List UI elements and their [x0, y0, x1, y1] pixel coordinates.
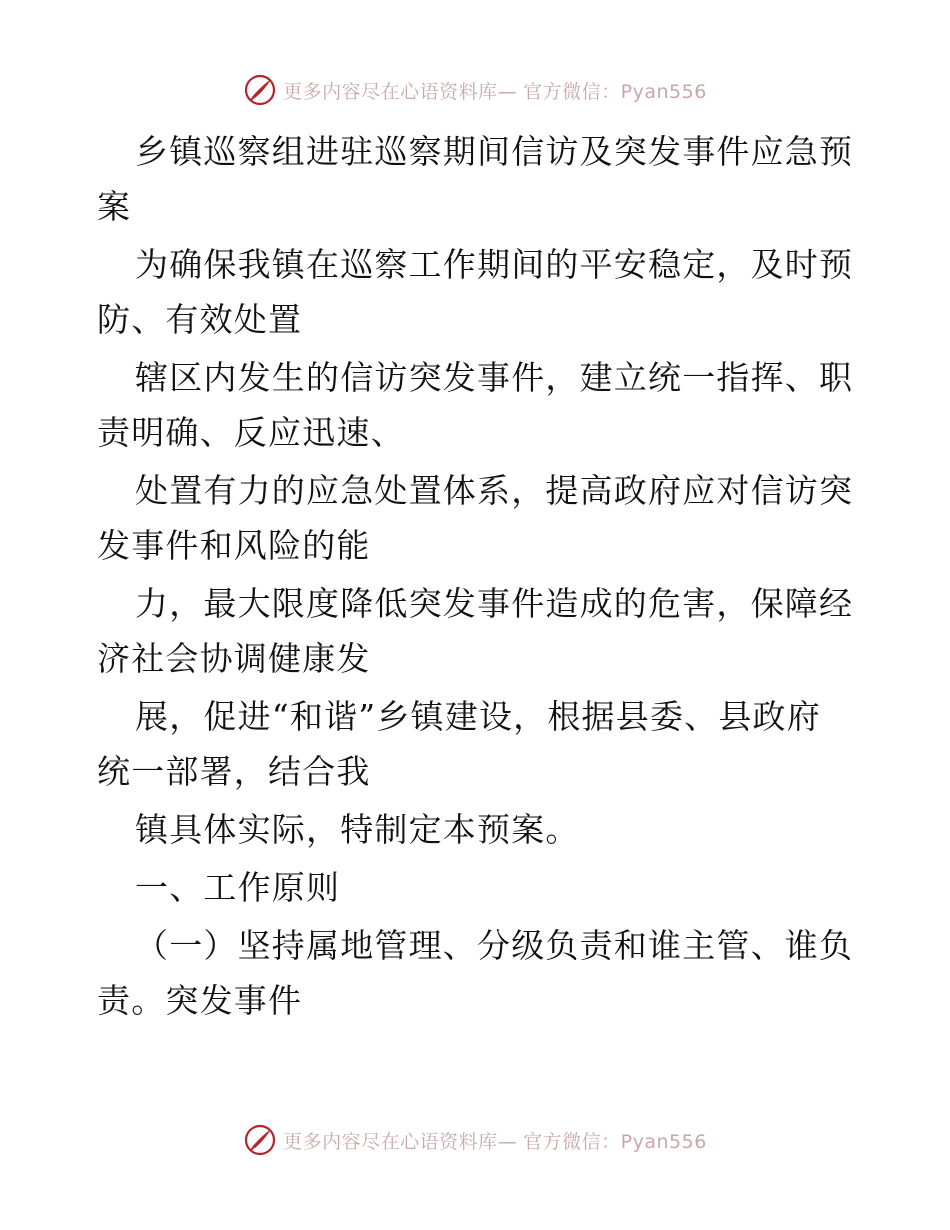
watermark-wechat: 官方微信：Pyan556: [523, 1130, 707, 1153]
section-heading: 一、工作原则: [135, 868, 341, 907]
paragraph-line: 处置有力的应急处置体系，提高政府应对信访突: [135, 471, 854, 510]
title-line-2: 案: [97, 187, 132, 226]
paragraph-line: 镇具体实际，特制定本预案。: [135, 810, 580, 849]
header-watermark: [0, 70, 950, 110]
quill-pen-logo-icon: [243, 73, 277, 107]
paragraph-line: （一）坚持属地管理、分级负责和谁主管、谁负: [135, 926, 854, 965]
paragraph-line: 防、有效处置: [97, 300, 303, 339]
paragraph-line: 济社会协调健康发: [97, 639, 371, 678]
quill-pen-logo-icon: [243, 1123, 277, 1157]
paragraph-line: 展，促进“和谐”乡镇建设，根据县委、县政府: [135, 697, 821, 736]
watermark-wechat: 官方微信：Pyan556: [523, 80, 707, 103]
paragraph-line: 发事件和风险的能: [97, 526, 371, 565]
paragraph-line: 为确保我镇在巡察工作期间的平安稳定，及时预: [135, 245, 854, 284]
title-line-1: 乡镇巡察组进驻巡察期间信访及突发事件应急预: [135, 132, 854, 171]
document-body: [97, 124, 857, 1028]
paragraph-line: 统一部署，结合我: [97, 752, 371, 791]
paragraph-line: 辖区内发生的信访突发事件，建立统一指挥、职: [135, 358, 854, 397]
footer-watermark: [0, 1120, 950, 1160]
paragraph-line: 力，最大限度降低突发事件造成的危害，保障经: [135, 584, 854, 623]
paragraph-line: 责明确、反应迅速、: [97, 413, 405, 452]
watermark-text: 更多内容尽在心语资料库—: [283, 1130, 518, 1153]
watermark-text: 更多内容尽在心语资料库—: [283, 80, 518, 103]
paragraph-line: 责。突发事件: [97, 981, 303, 1020]
